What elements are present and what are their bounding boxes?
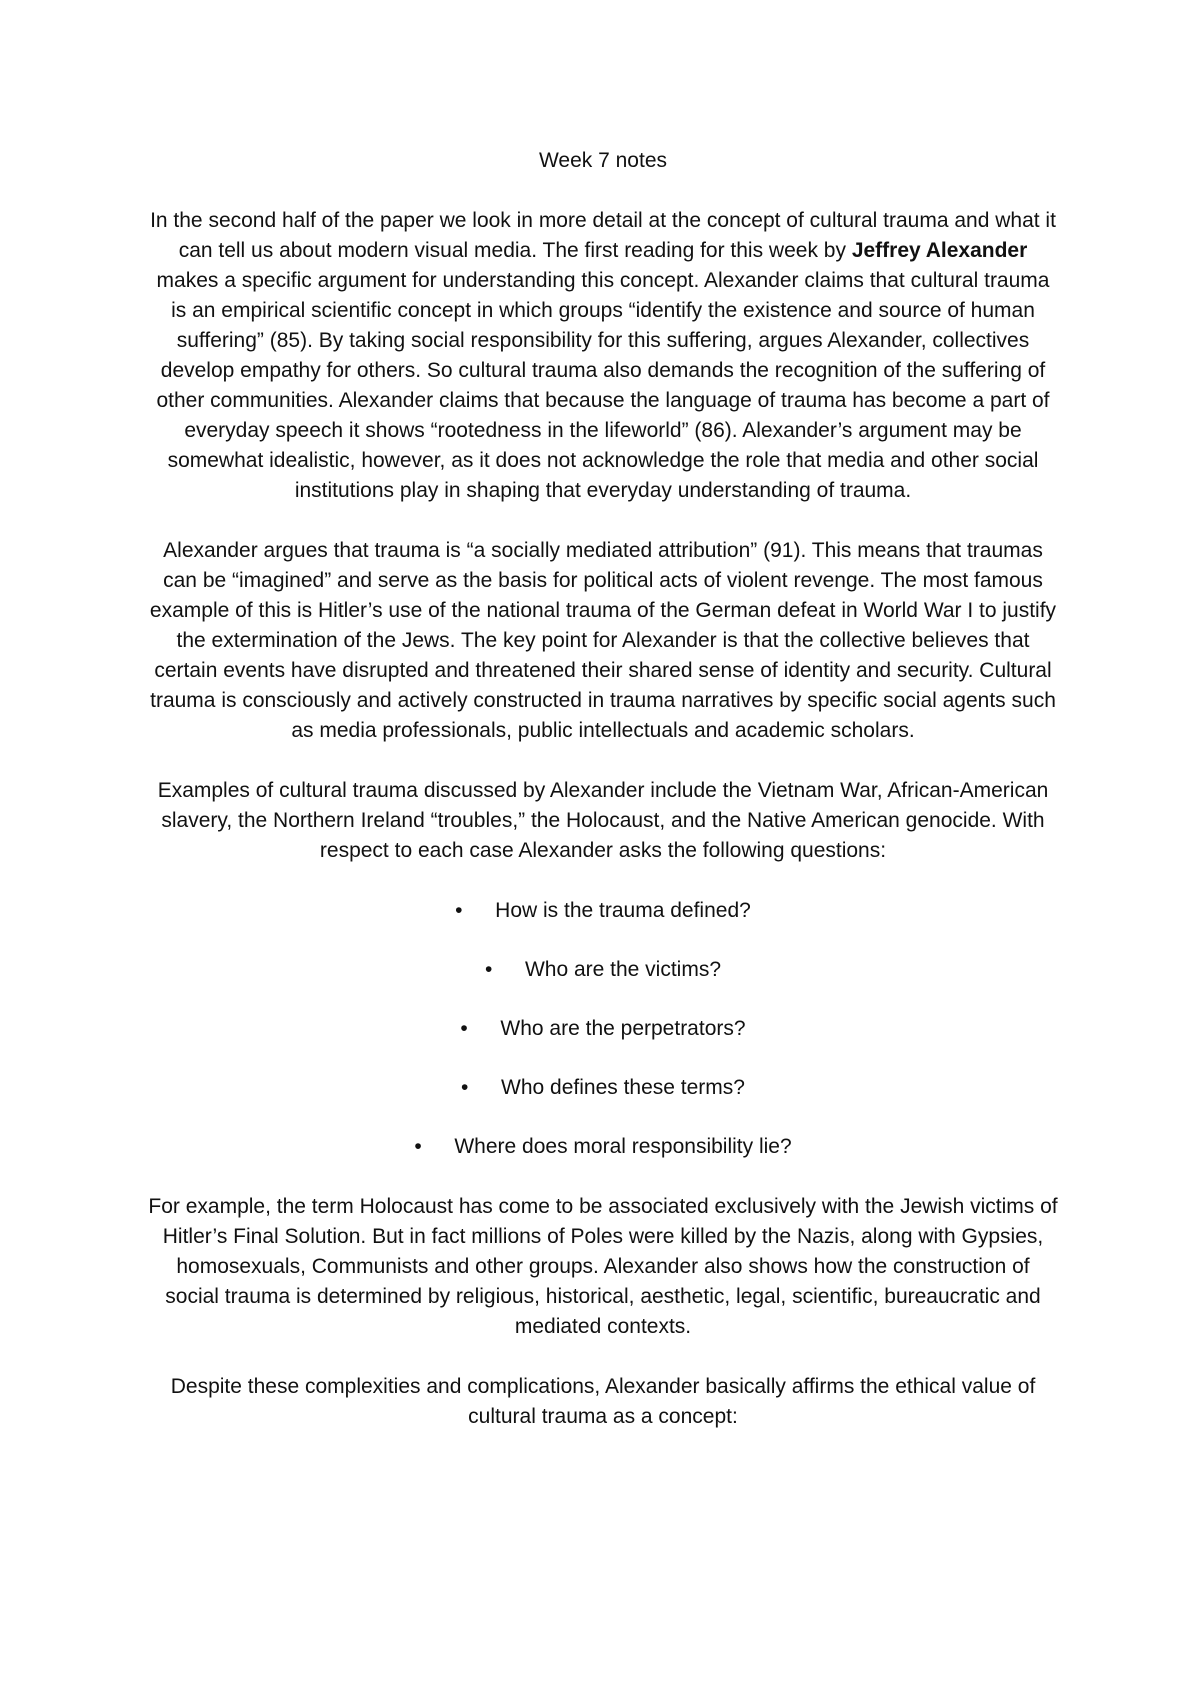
paragraph-intro-text-start: In the second half of the paper we look in more detail at the concept of cultural trauma and what it can tell us about modern visual media. The first reading for this week by bbox=[150, 209, 1056, 262]
list-item bbox=[148, 1132, 1058, 1162]
list-item bbox=[148, 955, 1058, 985]
question-text: Where does moral responsibility lie? bbox=[454, 1135, 792, 1158]
document-body bbox=[148, 146, 1058, 1462]
page-title: Week 7 notes bbox=[538, 149, 668, 172]
question-text: Who are the victims? bbox=[524, 958, 722, 981]
list-item bbox=[148, 896, 1058, 926]
bullet-icon: • bbox=[414, 1135, 422, 1158]
paragraph-holocaust-example: For example, the term Holocaust has come to be associated exclusively with the Jewish victims of Hitler’s Final Solution. But in fact millions of Poles were killed by the Nazis, along with Gypsies, homosexuals, Communists and other groups. Alexander also shows how the construction of social trauma is determined by religious, historical, aesthetic, legal, scientific, bureaucratic and mediated contexts. bbox=[148, 1195, 1058, 1338]
bullet-icon: • bbox=[484, 958, 493, 981]
paragraph-intro-text-end: makes a specific argument for understanding this concept. Alexander claims that cultural trauma is an empirical scientific concept in which groups “identify the existence and source of human suffering” (85). By taking social responsibility for this suffering, argues Alexander, collectives develop empathy for others. So cultural trauma also demands the recognition of the suffering of other communities. Alexander claims that because the language of trauma has become a part of everyday speech it shows “rootedness in the lifeworld” (86). Alexander’s argument may be somewhat idealistic, however, as it does not acknowledge the role that media and other social institutions play in shaping that everyday understanding of trauma. bbox=[156, 269, 1050, 502]
list-item bbox=[148, 1014, 1058, 1044]
bullet-icon: • bbox=[461, 1076, 469, 1099]
question-text: Who defines these terms? bbox=[501, 1076, 745, 1099]
bullet-icon: • bbox=[455, 899, 463, 922]
author-name: Jeffrey Alexander bbox=[851, 239, 1028, 262]
question-text: How is the trauma defined? bbox=[495, 899, 751, 922]
question-text: Who are the perpetrators? bbox=[500, 1017, 746, 1040]
list-item bbox=[148, 1073, 1058, 1103]
paragraph-intro bbox=[148, 206, 1058, 506]
questions-list bbox=[148, 896, 1058, 1162]
bullet-icon: • bbox=[460, 1017, 468, 1040]
paragraph-examples: Examples of cultural trauma discussed by Alexander include the Vietnam War, African-American slavery, the Northern Ireland “troubles,” the Holocaust, and the Native American genocide. With respect to each case Alexander asks the following questions: bbox=[157, 779, 1049, 862]
paragraph-conclusion: Despite these complexities and complications, Alexander basically affirms the ethical value of cultural trauma as a concept: bbox=[170, 1375, 1036, 1428]
paragraph-attribution: Alexander argues that trauma is “a socially mediated attribution” (91). This means that traumas can be “imagined” and serve as the basis for political acts of violent revenge. The most famous example of this is Hitler’s use of the national trauma of the German defeat in World War I to justify the extermination of the Jews. The key point for Alexander is that the collective believes that certain events have disrupted and threatened their shared sense of identity and security. Cultural trauma is consciously and actively constructed in trauma narratives by specific social agents such as media professionals, public intellectuals and academic scholars. bbox=[149, 539, 1057, 742]
